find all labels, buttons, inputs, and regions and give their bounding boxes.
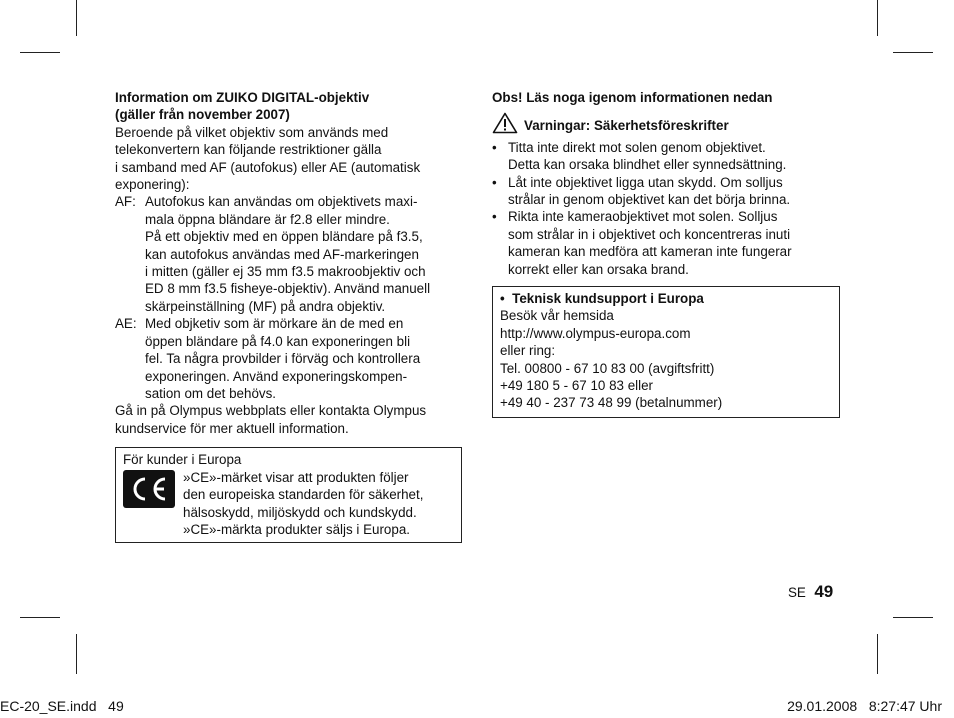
bullet-icon: •	[492, 139, 497, 155]
notice-heading: Obs! Läs noga igenom informationen nedan	[492, 90, 773, 105]
support-line: eller ring:	[500, 343, 556, 359]
ce-text-line: hälsoskydd, miljöskydd och kundskydd.	[183, 504, 417, 520]
bullet-icon: •	[492, 174, 497, 190]
af-section	[115, 193, 465, 315]
footer-filename: EC-20_SE.indd 49	[0, 698, 124, 714]
ce-text-line: »CE»-märket visar att produkten följer	[183, 470, 409, 485]
page-lang: SE	[788, 585, 806, 600]
ae-line: sation om det behövs.	[145, 385, 277, 401]
ae-line: öppen bländare på f4.0 kan exponeringen bli	[145, 333, 411, 349]
crop-mark	[20, 52, 60, 53]
bullet-icon: •	[492, 209, 497, 225]
footer-timestamp: 29.01.2008 8:27:47 Uhr	[787, 698, 942, 714]
warning-line: korrekt eller kan orsaka brand.	[508, 261, 689, 277]
warning-line: Rikta inte kameraobjektivet mot solen. Solljus	[508, 209, 778, 225]
support-line: Besök vår hemsida	[500, 308, 614, 324]
warning-line: strålar in genom objektivet kan det börja brinna.	[508, 192, 791, 208]
crop-mark	[76, 634, 77, 674]
ce-text-line: den europeiska standarden för säkerhet,	[183, 487, 424, 503]
support-phone: Tel. 00800 - 67 10 83 00 (avgiftsfritt)	[500, 360, 715, 376]
ae-line: exponeringen. Använd exponeringskompen-	[145, 368, 408, 384]
lens-heading-date: (gäller från november 2007)	[115, 107, 290, 123]
ce-text-line: »CE»-märkta produkter säljs i Europa.	[183, 522, 410, 538]
af-line: kan autofokus användas med AF-markeringen	[145, 246, 419, 262]
warning-line: kameran kan medföra att kameran inte fungerar	[508, 244, 792, 260]
crop-mark	[877, 634, 878, 674]
support-url[interactable]: http://www.olympus-europa.com	[500, 325, 691, 341]
warning-triangle-icon	[492, 112, 524, 138]
support-box	[492, 286, 840, 418]
crop-mark	[877, 0, 878, 36]
outro-line: kundservice för mer aktuell information.	[115, 420, 349, 436]
left-column	[115, 89, 465, 437]
intro-line: i samband med AF (autofokus) eller AE (automatisk	[115, 159, 421, 175]
crop-mark	[20, 617, 60, 618]
crop-mark	[76, 0, 77, 36]
warning-item	[492, 208, 842, 278]
intro-line: exponering):	[115, 177, 190, 193]
af-label: AF:	[115, 194, 136, 210]
af-line: i mitten (gäller ej 35 mm f3.5 makroobjektiv och	[145, 264, 426, 280]
ae-line: fel. Ta några provbilder i förväg och kontrollera	[145, 351, 421, 367]
page-number	[788, 582, 833, 602]
warning-header	[492, 112, 842, 138]
af-line: ED 8 mm f3.5 fisheye-objektiv). Använd manuell	[145, 281, 431, 297]
warning-item	[492, 139, 842, 174]
lens-heading: Information om ZUIKO DIGITAL-objektiv	[115, 90, 370, 105]
support-phone: +49 40 - 237 73 48 99 (betalnummer)	[500, 395, 723, 411]
ae-section	[115, 315, 465, 402]
right-column	[492, 89, 842, 278]
ce-notice-box	[115, 447, 462, 543]
warning-line: som strålar in i objektivet och koncentreras inuti	[508, 226, 791, 242]
crop-mark	[893, 52, 933, 53]
af-line: mala öppna bländare är f2.8 eller mindre.	[145, 211, 390, 227]
af-line: Autofokus kan användas om objektivets maxi-	[145, 194, 418, 210]
support-phone: +49 180 5 - 67 10 83 eller	[500, 378, 653, 394]
ae-label: AE:	[115, 316, 137, 332]
page-number-value: 49	[814, 582, 834, 601]
support-title	[500, 290, 722, 307]
af-line: På ett objektiv med en öppen bländare på f3.5,	[145, 229, 423, 245]
crop-mark	[893, 617, 933, 618]
warning-title: Varningar: Säkerhetsföreskrifter	[524, 117, 729, 133]
warning-line: Titta inte direkt mot solen genom objektivet.	[508, 139, 766, 155]
ae-line: Med objketiv som är mörkare än de med en	[145, 316, 404, 332]
warning-line: Detta kan orsaka blindhet eller synnedsättning.	[508, 157, 787, 173]
af-line: skärpeinställning (MF) på andra objektiv.	[145, 298, 386, 314]
ce-mark-logo	[123, 470, 175, 508]
support-title-text: Teknisk kundsupport i Europa	[512, 291, 704, 306]
warning-item	[492, 174, 842, 209]
intro-line: Beroende på vilket objektiv som används med	[115, 124, 389, 140]
ce-box-heading: För kunder i Europa	[123, 452, 242, 467]
bullet-icon: •	[500, 291, 513, 306]
intro-line: telekonvertern kan följande restriktioner gälla	[115, 142, 382, 158]
warning-line: Låt inte objektivet ligga utan skydd. Om solljus	[508, 174, 783, 190]
outro-line: Gå in på Olympus webbplats eller kontakta Olympus	[115, 403, 427, 419]
